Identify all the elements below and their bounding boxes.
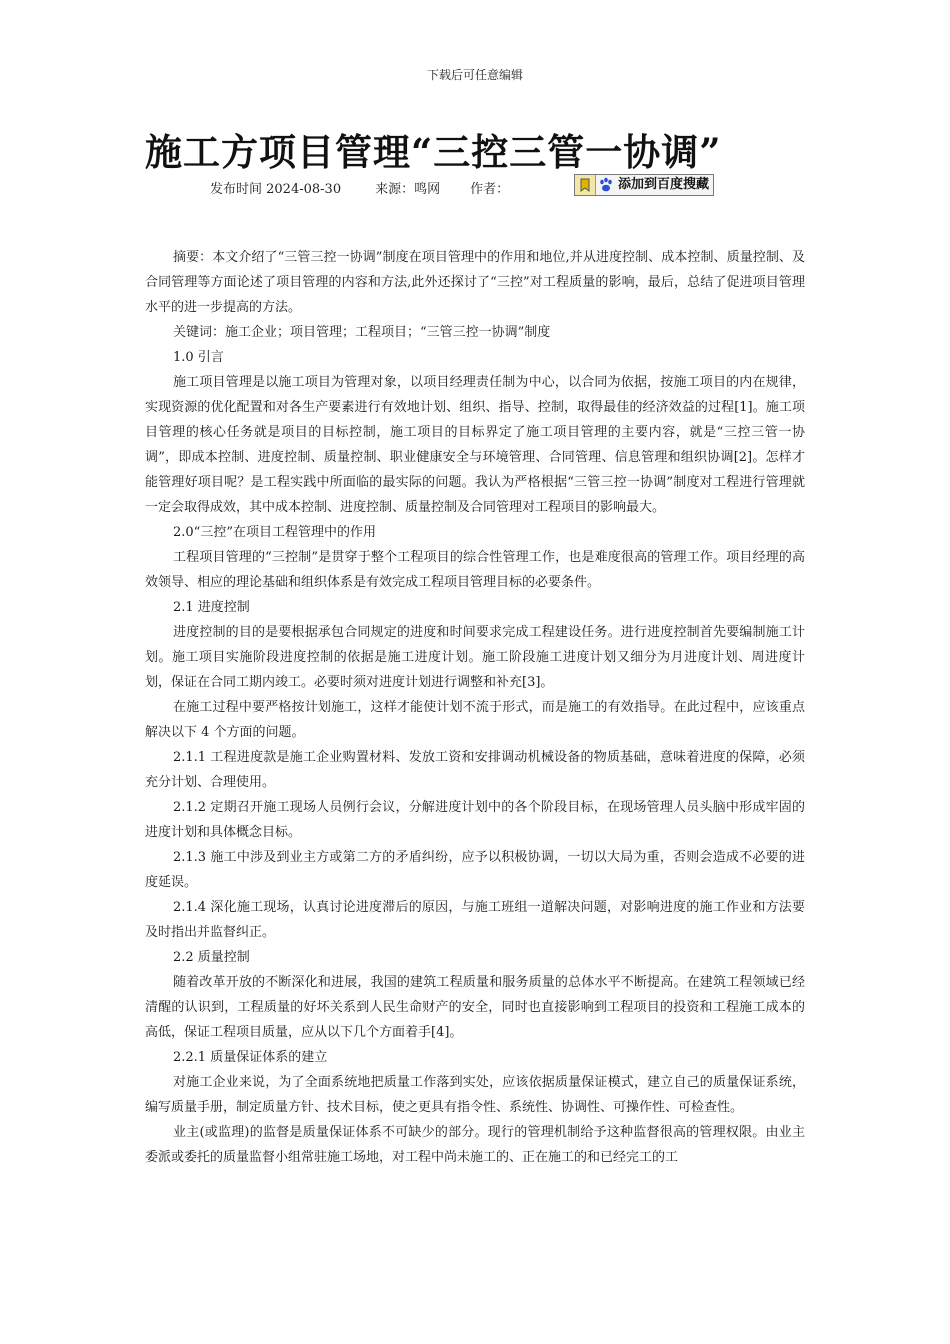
paragraph: 业主(或监理)的监督是质量保证体系不可缺少的部分。现行的管理机制给予这种监督很高的管理权限。由业主委派或委托的质量监督小组常驻施工场地，对工程中尚未施工的、正在施工的和已经完工的工 (145, 1125, 805, 1165)
publish-date: 发布时间 2024-08-30 (210, 182, 342, 197)
header-note: 下载后可任意编辑 (426, 68, 523, 82)
bookmark-icon (575, 175, 596, 195)
paragraph: 施工项目管理是以施工项目为管理对象，以项目经理责任制为中心，以合同为依据，按施工项目的内在规律，实现资源的优化配置和对各生产要素进行有效地计划、组织、指导、控制，取得最佳的经济效益的过程[1]。施工项目管理的核心任务就是项目的目标控制，施工项目的目标界定了施工项目管理的主要内容，就是“三控三管一协调”，即成本控制、进度控制、质量控制、职业健康安全与环境管理、合同管理、信息管理和组织协调[2]。怎样才能管理好项目呢？是工程实践中所面临的最实际的问题。我认为严格根据“三管三控一协调”制度对工程进行管理就一定会取得成效，其中成本控制、进度控制、质量控制及合同管理对工程项目的影响最大。 (145, 375, 805, 515)
section-heading: 1.0 引言 (173, 350, 224, 365)
bookmark-label: 添加到百度搜藏 (618, 177, 710, 192)
source: 来源：鸣网 (375, 182, 441, 197)
page-title: 施工方项目管理“三控三管一协调” (145, 130, 722, 174)
paragraph: 进度控制的目的是要根据承包合同规定的进度和时间要求完成工程建设任务。进行进度控制首先要编制施工计划。施工项目实施阶段进度控制的依据是施工进度计划。施工阶段施工进度计划又细分为月进度计划、周进度计划，保证在合同工期内竣工。必要时须对进度计划进行调整和补充[3]。 (145, 625, 805, 690)
article-meta (210, 178, 509, 197)
author: 作者： (470, 182, 510, 197)
article-body (145, 245, 805, 1170)
section-heading: 2.0“三控”在项目工程管理中的作用 (173, 525, 376, 540)
abstract: 摘要：本文介绍了“三管三控一协调”制度在项目管理中的作用和地位,并从进度控制、成本控制、质量控制、及合同管理等方面论述了项目管理的内容和方法,此外还探讨了“三控”对工程质量的影响，最后，总结了促进项目管理水平的进一步提高的方法。 (145, 250, 805, 315)
add-to-baidu-bookmark-button[interactable] (574, 174, 714, 196)
paragraph: 随着改革开放的不断深化和进展，我国的建筑工程质量和服务质量的总体水平不断提高。在建筑工程领域已经清醒的认识到，工程质量的好坏关系到人民生命财产的安全，同时也直接影响到工程项目的投资和工程施工成本的高低，保证工程项目质量，应从以下几个方面着手[4]。 (145, 975, 805, 1040)
paragraph: 对施工企业来说，为了全面系统地把质量工作落到实处，应该依据质量保证模式，建立自己的质量保证系统，编写质量手册，制定质量方针、技术目标，使之更具有指令性、系统性、协调性、可操作性、可检查性。 (145, 1075, 805, 1115)
section-heading: 2.2.1 质量保证体系的建立 (173, 1050, 328, 1065)
paragraph: 2.1.1 工程进度款是施工企业购置材料、发放工资和安排调动机械设备的物质基础，意味着进度的保障，必须充分计划、合理使用。 (145, 750, 805, 790)
paragraph: 在施工过程中要严格按计划施工，这样才能使计划不流于形式，而是施工的有效指导。在此过程中，应该重点解决以下 4 个方面的问题。 (145, 700, 805, 740)
paragraph: 2.1.4 深化施工现场，认真讨论进度滞后的原因，与施工班组一道解决问题，对影响进度的施工作业和方法要及时指出并监督纠正。 (145, 900, 805, 940)
paragraph: 2.1.2 定期召开施工现场人员例行会议，分解进度计划中的各个阶段目标，在现场管理人员头脑中形成牢固的进度计划和具体概念目标。 (145, 800, 805, 840)
section-heading: 2.1 进度控制 (173, 600, 250, 615)
baidu-paw-icon (596, 175, 616, 195)
paragraph: 2.1.3 施工中涉及到业主方或第二方的矛盾纠纷，应予以积极协调，一切以大局为重，否则会造成不必要的进度延误。 (145, 850, 805, 890)
keywords: 关键词：施工企业；项目管理；工程项目；“三管三控一协调”制度 (173, 325, 551, 340)
paragraph: 工程项目管理的“三控制”是贯穿于整个工程项目的综合性管理工作，也是难度很高的管理工作。项目经理的高效领导、相应的理论基础和组织体系是有效完成工程项目管理目标的必要条件。 (145, 550, 805, 590)
section-heading: 2.2 质量控制 (173, 950, 250, 965)
